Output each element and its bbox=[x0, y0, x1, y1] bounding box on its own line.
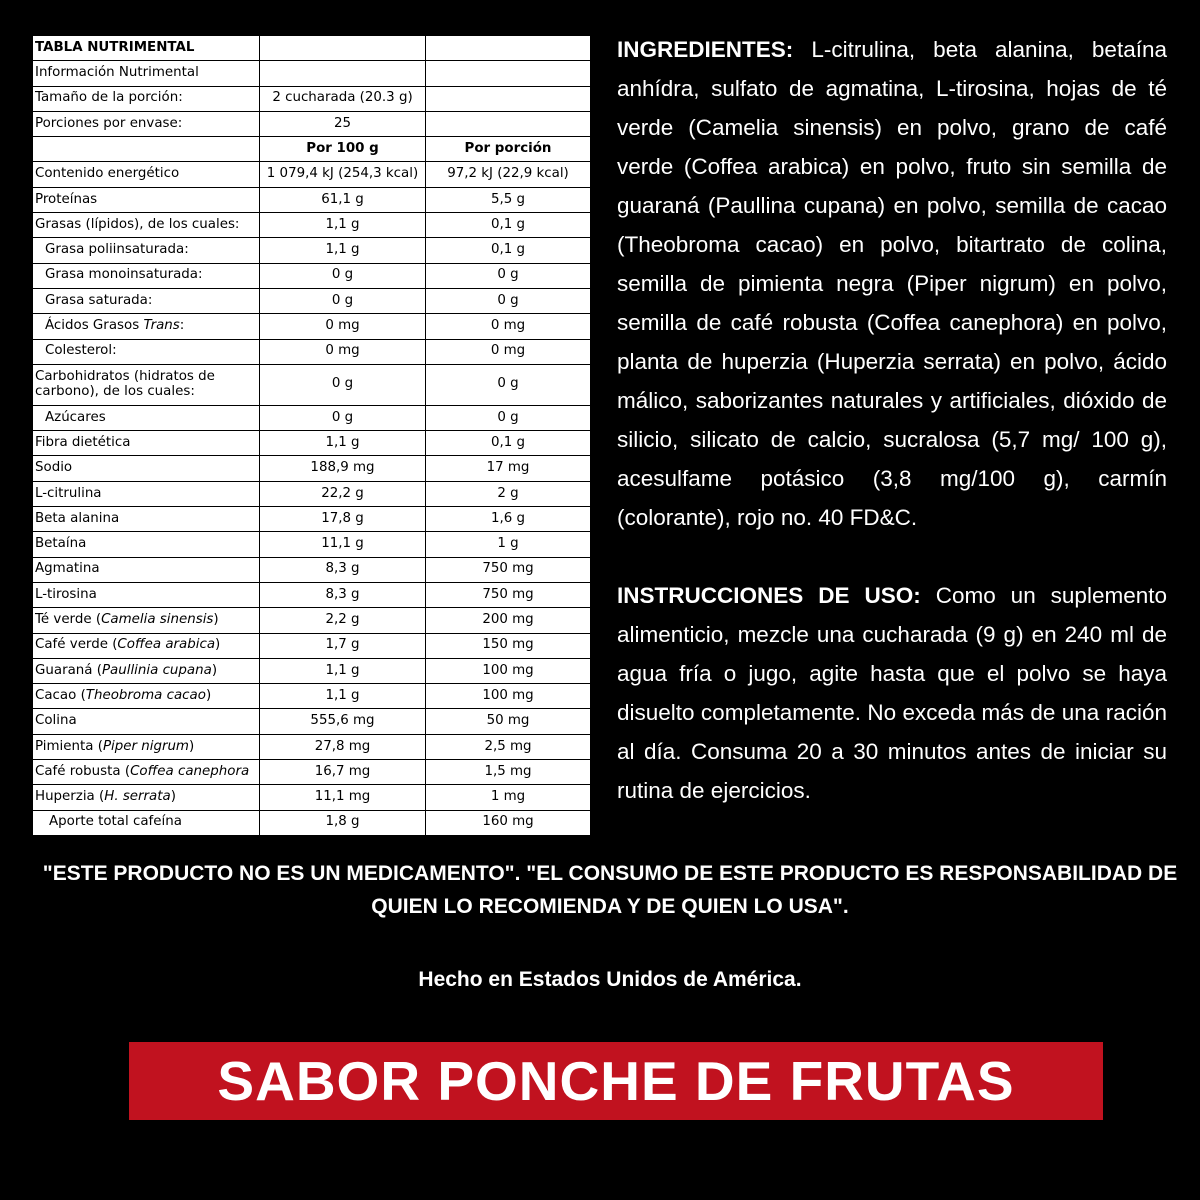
value-per-100g bbox=[260, 61, 426, 86]
nutrient-label: Grasa poliinsaturada: bbox=[33, 238, 260, 263]
value-per-100g: 0 mg bbox=[260, 339, 426, 364]
table-row bbox=[33, 456, 591, 481]
instructions-label: INSTRUCCIONES DE USO: bbox=[617, 583, 921, 608]
value-per-100g: 11,1 g bbox=[260, 532, 426, 557]
table-row bbox=[33, 760, 591, 785]
value-per-serving: 17 mg bbox=[426, 456, 591, 481]
nutrient-label: Té verde (Camelia sinensis) bbox=[33, 608, 260, 633]
value-per-serving bbox=[426, 36, 591, 61]
disclaimer-text: "ESTE PRODUCTO NO ES UN MEDICAMENTO". "EL CONSUMO DE ESTE PRODUCTO ES RESPONSABILIDAD DE QUIEN LO RECOMIENDA Y DE QUIEN LO USA". bbox=[42, 862, 1178, 918]
value-per-100g: 1,1 g bbox=[260, 213, 426, 238]
value-per-100g: 0 g bbox=[260, 288, 426, 313]
nutrient-label: Café verde (Coffea arabica) bbox=[33, 633, 260, 658]
table-row bbox=[33, 481, 591, 506]
value-per-100g: 0 g bbox=[260, 405, 426, 430]
table-row bbox=[33, 507, 591, 532]
nutrient-label: Guaraná (Paullinia cupana) bbox=[33, 658, 260, 683]
nutrient-label: Tamaño de la porción: bbox=[33, 86, 260, 111]
table-row bbox=[33, 86, 591, 111]
value-per-100g: 16,7 mg bbox=[260, 760, 426, 785]
table-row bbox=[33, 111, 591, 136]
made-in-text: Hecho en Estados Unidos de América. bbox=[418, 968, 802, 991]
table-row bbox=[33, 785, 591, 810]
value-per-serving: 0 g bbox=[426, 405, 591, 430]
value-per-serving: 97,2 kJ (22,9 kcal) bbox=[426, 162, 591, 187]
nutrient-label: Proteínas bbox=[33, 187, 260, 212]
nutrient-label: Contenido energético bbox=[33, 162, 260, 187]
ingredients-text: L-citrulina, beta alanina, betaína anhídra, sulfato de agmatina, L-tirosina, hojas de té verde (Camelia sinensis) en polvo, grano de café verde (Coffea arabica) en polvo, fruto sin semilla de guaraná (Paullina cupana) en polvo, semilla de cacao (Theobroma cacao) en polvo, bitartrato de colina, semilla de pimienta negra (Piper nigrum) en polvo, semilla de café robusta (Coffea canephora) en polvo, planta de huperzia (Huperzia serrata) en polvo, ácido málico, saborizantes naturales y artificiales, dióxido de silicio, silicato de calcio, sucralosa (5,7 mg/ 100 g), acesulfame potásico (3,8 mg/100 g), carmín (colorante), rojo no. 40 FD&C. bbox=[617, 37, 1167, 530]
value-per-100g: 0 g bbox=[260, 263, 426, 288]
nutrient-label: Carbohidratos (hidratos de carbono), de los cuales: bbox=[33, 364, 260, 405]
nutrient-label: Agmatina bbox=[33, 557, 260, 582]
table-row bbox=[33, 557, 591, 582]
table-row bbox=[33, 36, 591, 61]
value-per-serving: 0 g bbox=[426, 364, 591, 405]
table-row bbox=[33, 582, 591, 607]
value-per-serving: 0,1 g bbox=[426, 213, 591, 238]
table-row bbox=[33, 364, 591, 405]
value-per-serving: 1,6 g bbox=[426, 507, 591, 532]
nutrient-label: L-tirosina bbox=[33, 582, 260, 607]
table-row bbox=[33, 684, 591, 709]
value-per-serving: 750 mg bbox=[426, 557, 591, 582]
flavor-banner: SABOR PONCHE DE FRUTAS bbox=[129, 1042, 1103, 1120]
value-per-100g: 0 mg bbox=[260, 314, 426, 339]
nutrient-label: Grasa monoinsaturada: bbox=[33, 263, 260, 288]
nutrient-label: Café robusta (Coffea canephora bbox=[33, 760, 260, 785]
instructions-paragraph bbox=[617, 576, 1167, 810]
nutrition-table-body bbox=[33, 36, 591, 836]
value-per-100g: Por 100 g bbox=[260, 137, 426, 162]
nutrient-label: Colina bbox=[33, 709, 260, 734]
value-per-100g: 1 079,4 kJ (254,3 kcal) bbox=[260, 162, 426, 187]
nutrient-label: Cacao (Theobroma cacao) bbox=[33, 684, 260, 709]
value-per-serving: 200 mg bbox=[426, 608, 591, 633]
value-per-100g: 8,3 g bbox=[260, 557, 426, 582]
value-per-serving: 2,5 mg bbox=[426, 734, 591, 759]
table-row bbox=[33, 61, 591, 86]
value-per-100g: 1,7 g bbox=[260, 633, 426, 658]
nutrient-label: Aporte total cafeína bbox=[33, 810, 260, 835]
value-per-100g: 1,1 g bbox=[260, 684, 426, 709]
nutrient-label: Colesterol: bbox=[33, 339, 260, 364]
instructions-text: Como un suplemento alimenticio, mezcle una cucharada (9 g) en 240 ml de agua fría o jugo, agite hasta que el polvo se haya disuelto completamente. No exceda más de una ración al día. Consuma 20 a 30 minutos antes de iniciar su rutina de ejercicios. bbox=[617, 583, 1167, 803]
value-per-serving: 0,1 g bbox=[426, 431, 591, 456]
table-row bbox=[33, 162, 591, 187]
value-per-100g: 1,8 g bbox=[260, 810, 426, 835]
value-per-serving bbox=[426, 61, 591, 86]
value-per-serving: 1 g bbox=[426, 532, 591, 557]
value-per-100g: 555,6 mg bbox=[260, 709, 426, 734]
value-per-serving: 0 g bbox=[426, 263, 591, 288]
value-per-100g: 61,1 g bbox=[260, 187, 426, 212]
table-row bbox=[33, 608, 591, 633]
table-row bbox=[33, 263, 591, 288]
table-row bbox=[33, 238, 591, 263]
nutrient-label: Beta alanina bbox=[33, 507, 260, 532]
nutrient-label: Porciones por envase: bbox=[33, 111, 260, 136]
value-per-100g: 22,2 g bbox=[260, 481, 426, 506]
value-per-serving: 5,5 g bbox=[426, 187, 591, 212]
ingredients-paragraph bbox=[617, 30, 1167, 537]
value-per-serving: Por porción bbox=[426, 137, 591, 162]
nutrient-label: TABLA NUTRIMENTAL bbox=[33, 36, 260, 61]
ingredients-label: INGREDIENTES: bbox=[617, 37, 794, 62]
table-row bbox=[33, 187, 591, 212]
value-per-100g: 1,1 g bbox=[260, 238, 426, 263]
nutrient-label: Huperzia (H. serrata) bbox=[33, 785, 260, 810]
table-row bbox=[33, 431, 591, 456]
nutrient-label: Grasas (lípidos), de los cuales: bbox=[33, 213, 260, 238]
value-per-serving: 750 mg bbox=[426, 582, 591, 607]
value-per-serving: 100 mg bbox=[426, 684, 591, 709]
table-row bbox=[33, 137, 591, 162]
value-per-serving: 0 g bbox=[426, 288, 591, 313]
value-per-serving: 160 mg bbox=[426, 810, 591, 835]
value-per-100g: 17,8 g bbox=[260, 507, 426, 532]
table-row bbox=[33, 213, 591, 238]
value-per-100g: 27,8 mg bbox=[260, 734, 426, 759]
nutrient-label: Ácidos Grasos Trans: bbox=[33, 314, 260, 339]
value-per-100g: 1,1 g bbox=[260, 658, 426, 683]
table-row bbox=[33, 405, 591, 430]
nutrient-label: Grasa saturada: bbox=[33, 288, 260, 313]
value-per-100g bbox=[260, 36, 426, 61]
value-per-serving: 1,5 mg bbox=[426, 760, 591, 785]
value-per-100g: 188,9 mg bbox=[260, 456, 426, 481]
value-per-serving: 2 g bbox=[426, 481, 591, 506]
value-per-100g: 25 bbox=[260, 111, 426, 136]
value-per-serving: 50 mg bbox=[426, 709, 591, 734]
table-row bbox=[33, 339, 591, 364]
value-per-serving: 100 mg bbox=[426, 658, 591, 683]
value-per-serving: 1 mg bbox=[426, 785, 591, 810]
table-row bbox=[33, 532, 591, 557]
table-row bbox=[33, 810, 591, 835]
value-per-serving bbox=[426, 86, 591, 111]
nutrient-label: Azúcares bbox=[33, 405, 260, 430]
value-per-100g: 11,1 mg bbox=[260, 785, 426, 810]
value-per-serving: 0 mg bbox=[426, 314, 591, 339]
value-per-serving bbox=[426, 111, 591, 136]
table-row bbox=[33, 709, 591, 734]
table-row bbox=[33, 314, 591, 339]
value-per-100g: 2 cucharada (20.3 g) bbox=[260, 86, 426, 111]
nutrient-label bbox=[33, 137, 260, 162]
table-row bbox=[33, 633, 591, 658]
nutrient-label: Fibra dietética bbox=[33, 431, 260, 456]
nutrient-label: Sodio bbox=[33, 456, 260, 481]
nutrient-label: Información Nutrimental bbox=[33, 61, 260, 86]
nutrient-label: Betaína bbox=[33, 532, 260, 557]
value-per-serving: 150 mg bbox=[426, 633, 591, 658]
value-per-serving: 0,1 g bbox=[426, 238, 591, 263]
value-per-serving: 0 mg bbox=[426, 339, 591, 364]
value-per-100g: 2,2 g bbox=[260, 608, 426, 633]
nutrition-table bbox=[32, 35, 591, 836]
value-per-100g: 1,1 g bbox=[260, 431, 426, 456]
table-row bbox=[33, 658, 591, 683]
nutrient-label: Pimienta (Piper nigrum) bbox=[33, 734, 260, 759]
table-row bbox=[33, 734, 591, 759]
value-per-100g: 8,3 g bbox=[260, 582, 426, 607]
table-row bbox=[33, 288, 591, 313]
value-per-100g: 0 g bbox=[260, 364, 426, 405]
nutrient-label: L-citrulina bbox=[33, 481, 260, 506]
